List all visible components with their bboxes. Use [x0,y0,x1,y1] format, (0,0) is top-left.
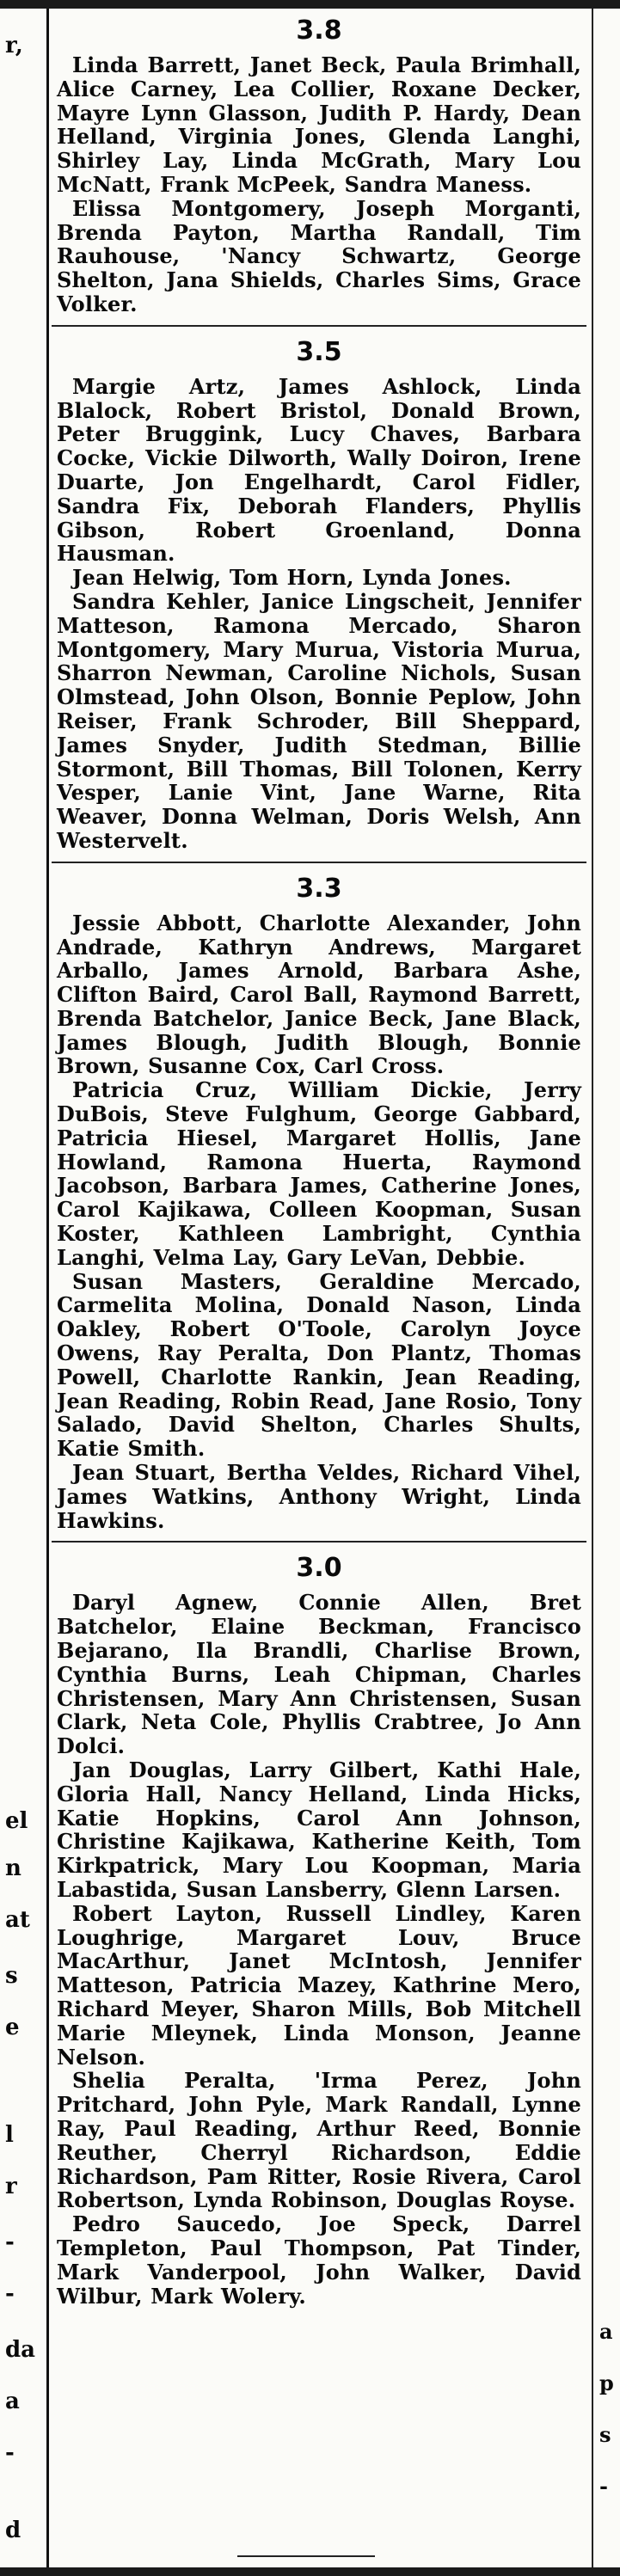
grade-section-3-3 [57,872,581,1533]
left-fragment: el [5,1808,28,1834]
name-paragraph: Margie Artz, James Ashlock, Linda Blalock, Robert Bristol, Donald Brown, Peter Bruggink, Lucy Chaves, Barbara Cocke, Vickie Dilworth, Wally Doiron, Irene Duarte, Jon Engelhardt, Carol Fidler, Sandra Fix, Deborah Flanders, Phyllis Gibson, Robert Groenland, Donna Hausman. [57,373,581,567]
section-divider [52,325,586,327]
left-fragment: r [5,2174,17,2199]
name-paragraph: Robert Layton, Russell Lindley, Karen Loughrige, Margaret Louv, Bruce MacArthur, Janet McIntosh, Jennifer Matteson, Patricia Mazey, Kathrine Mero, Richard Meyer, Sharon Mills, Bob Mitchell Marie Mleynek, Linda Monson, Jeanne Nelson. [57,1900,581,2070]
column-rule-right [592,9,593,2567]
name-paragraph: Daryl Agnew, Connie Allen, Bret Batchelor, Elaine Beckman, Francisco Bejarano, Ila Brandli, Charlise Brown, Cynthia Burns, Leah Chipman, Charles Christensen, Mary Ann Christensen, Susan Clark, Neta Cole, Phyllis Crabtree, Jo Ann Dolci. [57,1590,581,1759]
left-fragment: - [5,2281,15,2307]
left-fragment: - [5,2440,15,2466]
left-fragment: at [5,1907,30,1933]
scan-edge-bottom [0,2567,620,2576]
left-fragment: d [5,2518,21,2543]
name-paragraph: Pedro Saucedo, Joe Speck, Darrel Templeton, Paul Thompson, Pat Tinder, Mark Vanderpool, John Walker, David Wilbur, Mark Wolery. [57,2211,581,2309]
left-fragment: da [5,2337,36,2363]
name-paragraph: Jean Stuart, Bertha Veldes, Richard Vihel, James Watkins, Anthony Wright, Linda Hawkins. [57,1460,581,1533]
honor-roll-column [57,12,581,2308]
name-paragraph: Jessie Abbott, Charlotte Alexander, John Andrade, Kathryn Andrews, Margaret Arballo, James Arnold, Barbara Ashe, Clifton Baird, Carol Ball, Raymond Barrett, Brenda Batchelor, Janice Beck, Jane Black, James Blough, Judith Blough, Bonnie Brown, Susanne Cox, Carl Cross. [57,910,581,1079]
left-fragment: n [5,1855,21,1881]
right-fragment: a [599,2319,613,2344]
scan-edge-top [0,0,620,9]
left-fragment: l [5,2122,14,2148]
section-divider [52,1541,586,1543]
section-divider [52,862,586,863]
column-end-rule [237,2555,375,2557]
right-fragment: p [599,2371,614,2395]
grade-section-3-0 [57,1551,581,2308]
section-heading: 3.8 [296,15,342,46]
name-paragraph: Jean Helwig, Tom Horn, Lynda Jones. [72,565,512,591]
right-fragment: s [599,2422,611,2447]
grade-section-3-8 [57,14,581,316]
left-fragment: r, [5,33,23,58]
name-paragraph: Jan Douglas, Larry Gilbert, Kathi Hale, Gloria Hall, Nancy Helland, Linda Hicks, Katie Hopkins, Carol Ann Johnson, Christine Kajikawa, Katherine Keith, Tom Kirkpatrick, Mary Lou Koopman, Maria Labastida, Susan Lansberry, Glenn Larsen. [57,1757,581,1902]
name-paragraph: Elissa Montgomery, Joseph Morganti, Brenda Payton, Martha Randall, Tim Rauhouse, 'Nancy Schwartz, George Shelton, Jana Shields, Charles Sims, Grace Volker. [57,195,581,316]
name-paragraph: Linda Barrett, Janet Beck, Paula Brimhall, Alice Carney, Lea Collier, Roxane Decker, Mayre Lynn Glasson, Judith P. Hardy, Dean Helland, Virginia Jones, Glenda Langhi, Shirley Lay, Linda McGrath, Mary Lou McNatt, Frank McPeek, Sandra Maness. [57,52,581,197]
grade-section-3-5 [57,335,581,853]
left-fragment: a [5,2389,20,2414]
left-fragment: e [5,2015,20,2040]
name-paragraph: Shelia Peralta, 'Irma Perez, John Pritchard, John Pyle, Mark Randall, Lynne Ray, Paul Reading, Arthur Reed, Bonnie Reuther, Cherryl Richardson, Eddie Richardson, Pam Ritter, Rosie Rivera, Carol Robertson, Lynda Robinson, Douglas Royse. [57,2068,581,2213]
section-heading: 3.0 [296,1553,342,1584]
left-fragment: s [5,1963,18,1989]
right-fragment: - [599,2474,608,2499]
section-heading: 3.3 [296,873,342,904]
left-fragment: - [5,2229,15,2255]
column-rule-left [46,9,49,2567]
name-paragraph: Susan Masters, Geraldine Mercado, Carmelita Molina, Donald Nason, Linda Oakley, Robert O'Toole, Carolyn Joyce Owens, Ray Peralta, Don Plantz, Thomas Powell, Charlotte Rankin, Jean Reading, Jean Reading, Robin Read, Jane Rosio, Tony Salado, David Shelton, Charles Shults, Katie Smith. [57,1268,581,1462]
section-heading: 3.5 [296,336,342,367]
name-paragraph: Patricia Cruz, William Dickie, Jerry DuBois, Steve Fulghum, George Gabbard, Patricia Hiesel, Margaret Hollis, Jane Howland, Ramona Huerta, Raymond Jacobson, Barbara James, Catherine Jones, Carol Kajikawa, Colleen Koopman, Susan Koster, Kathleen Lambright, Cynthia Langhi, Velma Lay, Gary LeVan, Debbie. [57,1077,581,1270]
name-paragraph: Sandra Kehler, Janice Lingscheit, Jennifer Matteson, Ramona Mercado, Sharon Montgomery, Mary Murua, Vistoria Murua, Sharron Newman, Caroline Nichols, Susan Olmstead, John Olson, Bonnie Peplow, John Reiser, Frank Schroder, Bill Sheppard, James Snyder, Judith Stedman, Billie Stormont, Bill Thomas, Bill Tolonen, Kerry Vesper, Lanie Vint, Jane Warne, Rita Weaver, Donna Welman, Doris Welsh, Ann Westervelt. [57,588,581,853]
